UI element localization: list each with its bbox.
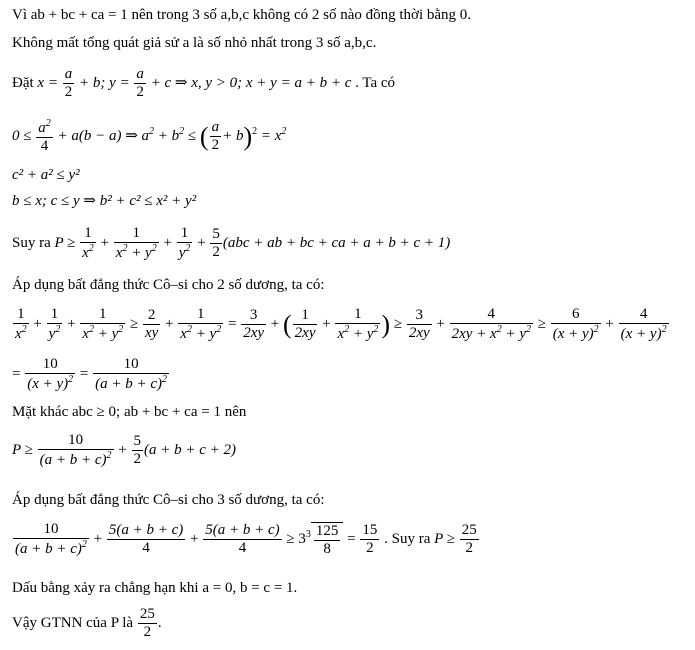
- inequality-line-3: b ≤ x; c ≤ y ⇒ b² + c² ≤ x² + y²: [12, 193, 197, 209]
- wlog-line: Không mất tổng quát giả sử a là số nhỏ nhất trong 3 số a,b,c.: [12, 35, 377, 51]
- intro-line: Vì ab + bc + ca = 1 nên trong 3 số a,b,c không có 2 số nào đồng thời bằng 0.: [12, 7, 472, 23]
- cauchy-2-line: Áp dụng bất đẳng thức Cô–si cho 2 số dương, ta có:: [12, 277, 325, 293]
- suy-ra-label: Suy ra: [391, 531, 431, 548]
- conclusion-label: Vậy GTNN của P là: [12, 615, 134, 632]
- fraction-a-over-2: $\frac{a}{2}$: [136, 66, 144, 101]
- cauchy-3-inequality: $\frac{10}{(a + b + c)^2}$ + $\frac{5(a + b + c)}{4}$ + $\frac{5(a + b + c)}{4}$ ≥ $3^3$ $\frac{125}{8}$ = $\frac{15}{2}$ . Suy ra P ≥ $\frac{25}{2}$: [15, 521, 477, 558]
- cauchy-2-result: = $\frac{10}{(x + y)^2}$ = $\frac{10}{(a + b + c)^2}$: [12, 356, 168, 393]
- cauchy-3-line: Áp dụng bất đẳng thức Cô–si cho 3 số dương, ta có:: [12, 492, 325, 508]
- p-bound-line: P ≥ $\frac{10}{(a + b + c)^2}$ + $\frac{5}{2}$ (a + b + c + 2): [12, 432, 237, 469]
- conclusion-line: Vậy GTNN của P là $\frac{25}{2}$ .: [12, 606, 162, 641]
- mat-khac-line: Mặt khác abc ≥ 0; ab + bc + ca = 1 nên: [12, 404, 247, 420]
- fraction-a-over-2: $\frac{a}{2}$: [64, 66, 73, 101]
- ta-co-label: Ta có: [362, 75, 396, 92]
- substitution-label: Đặt: [12, 75, 34, 92]
- suy-ra-label: Suy ra: [12, 235, 51, 252]
- inequality-line-1: 0 ≤ $\frac{a^2}{4}$ + a(b − a) ⇒ $a^2 + b^2$ ≤ ( $\frac{a}{2}$ + $b)^2 = x^2$: [12, 118, 287, 155]
- cauchy-2-inequality: $\frac{1}{x^2}$ + $\frac{1}{y^2}$ + $\frac{1}{x^2 + y^2}$ ≥ $\frac{2}{xy}$ + $\frac{1}{x^2 + y^2}$ = $\frac{3}{2xy}$ + ( $\frac{1}{2xy}$ + $\frac{1}{x^2 + y^2}$ ) ≥ $\frac{3}{2xy}$ + $\frac{4}{2xy + x^2 + y^2}$ ≥ $\frac{6}{(x + y)^2}$ + $\frac{4}{(x + y)^2}$: [15, 306, 667, 343]
- substitution-line: Đặt x = $\frac{a}{2}$ + b; y = $\frac{a}{2}$ + c ⇒ x, y > 0; x + y = a + b + c . Ta có: [12, 66, 396, 101]
- inequality-line-2: c² + a² ≤ y²: [12, 167, 80, 183]
- equality-line: Dấu bằng xảy ra chẳng hạn khi a = 0, b = c = 1.: [12, 580, 298, 596]
- suy-ra-line: Suy ra P ≥ $\frac{1}{x^2}$ + $\frac{1}{x^2 + y^2}$ + $\frac{1}{y^2}$ + $\frac{5}{2}$ (abc + ab + bc + ca + a + b + c + 1): [12, 225, 451, 262]
